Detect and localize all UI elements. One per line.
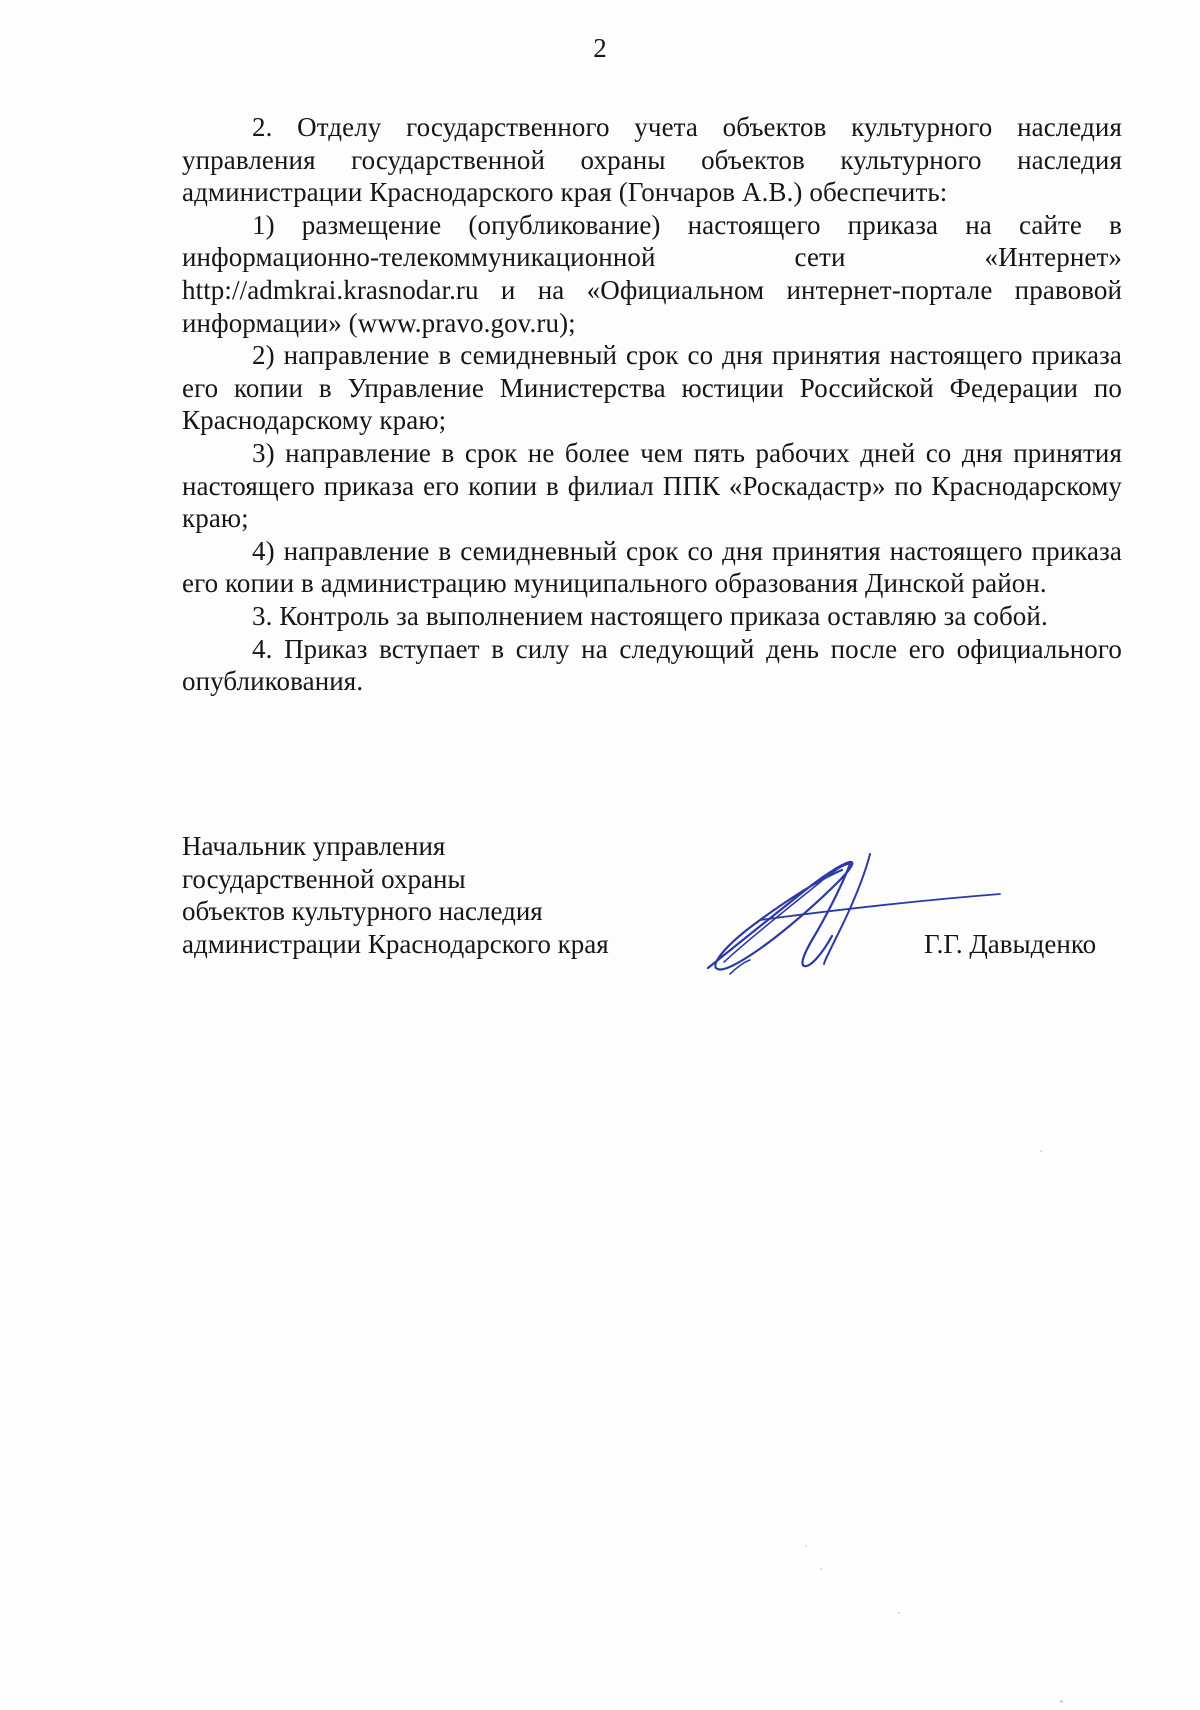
paragraph-item-2: 2. Отделу государственного учета объектов культурного наследия управления государственной охраны объектов культурного наследия администрации Краснодарского края (Гончаров А.В.) обеспечить: bbox=[182, 112, 1122, 208]
scan-speck bbox=[1060, 1700, 1063, 1703]
signatory-title-line: Начальник управления bbox=[182, 831, 446, 861]
subparagraph-4-municipal-administration: 4) направление в семидневный срок со дня принятия настоящего приказа его копии в администрацию муниципального образования Динской район. bbox=[182, 535, 1122, 599]
page-number: 2 bbox=[593, 33, 607, 63]
subparagraph-3-roskadastr: 3) направление в срок не более чем пять рабочих дней со дня принятия настоящего приказа его копии в филиал ППК «Роскадастр» по Краснодарскому краю; bbox=[182, 437, 1122, 534]
subparagraph-1-publication: 1) размещение (опубликование) настоящего приказа на сайте в информационно-телекоммуникационной сети «Интернет» http://admkrai.krasnodar.ru и на «Официальном интернет-портале правовой информации» (www.pravo.gov.ru); bbox=[182, 209, 1122, 338]
signatory-title-line: государственной охраны bbox=[182, 863, 466, 894]
signatory-title-line: объектов культурного наследия bbox=[182, 896, 543, 927]
paragraph-item-4-effective-date: 4. Приказ вступает в силу на следующий день после его официального опубликования. bbox=[182, 633, 1122, 697]
scan-speck bbox=[820, 1568, 822, 1570]
signatory-name: Г.Г. Давыденко bbox=[924, 928, 1097, 959]
subparagraph-2-ministry-of-justice: 2) направление в семидневный срок со дня принятия настоящего приказа его копии в Управление Министерства юстиции Российской Федерации по Краснодарскому краю; bbox=[182, 340, 1122, 436]
handwritten-signature-icon bbox=[700, 850, 1010, 980]
scan-speck bbox=[805, 1545, 807, 1547]
document-body bbox=[182, 111, 1122, 698]
signatory-title-line: администрации Краснодарского края bbox=[182, 928, 609, 959]
scan-speck bbox=[1040, 1150, 1042, 1152]
paragraph-item-3-control: 3. Контроль за выполнением настоящего приказа оставляю за собой. bbox=[252, 600, 1048, 631]
scan-speck bbox=[898, 1612, 900, 1614]
